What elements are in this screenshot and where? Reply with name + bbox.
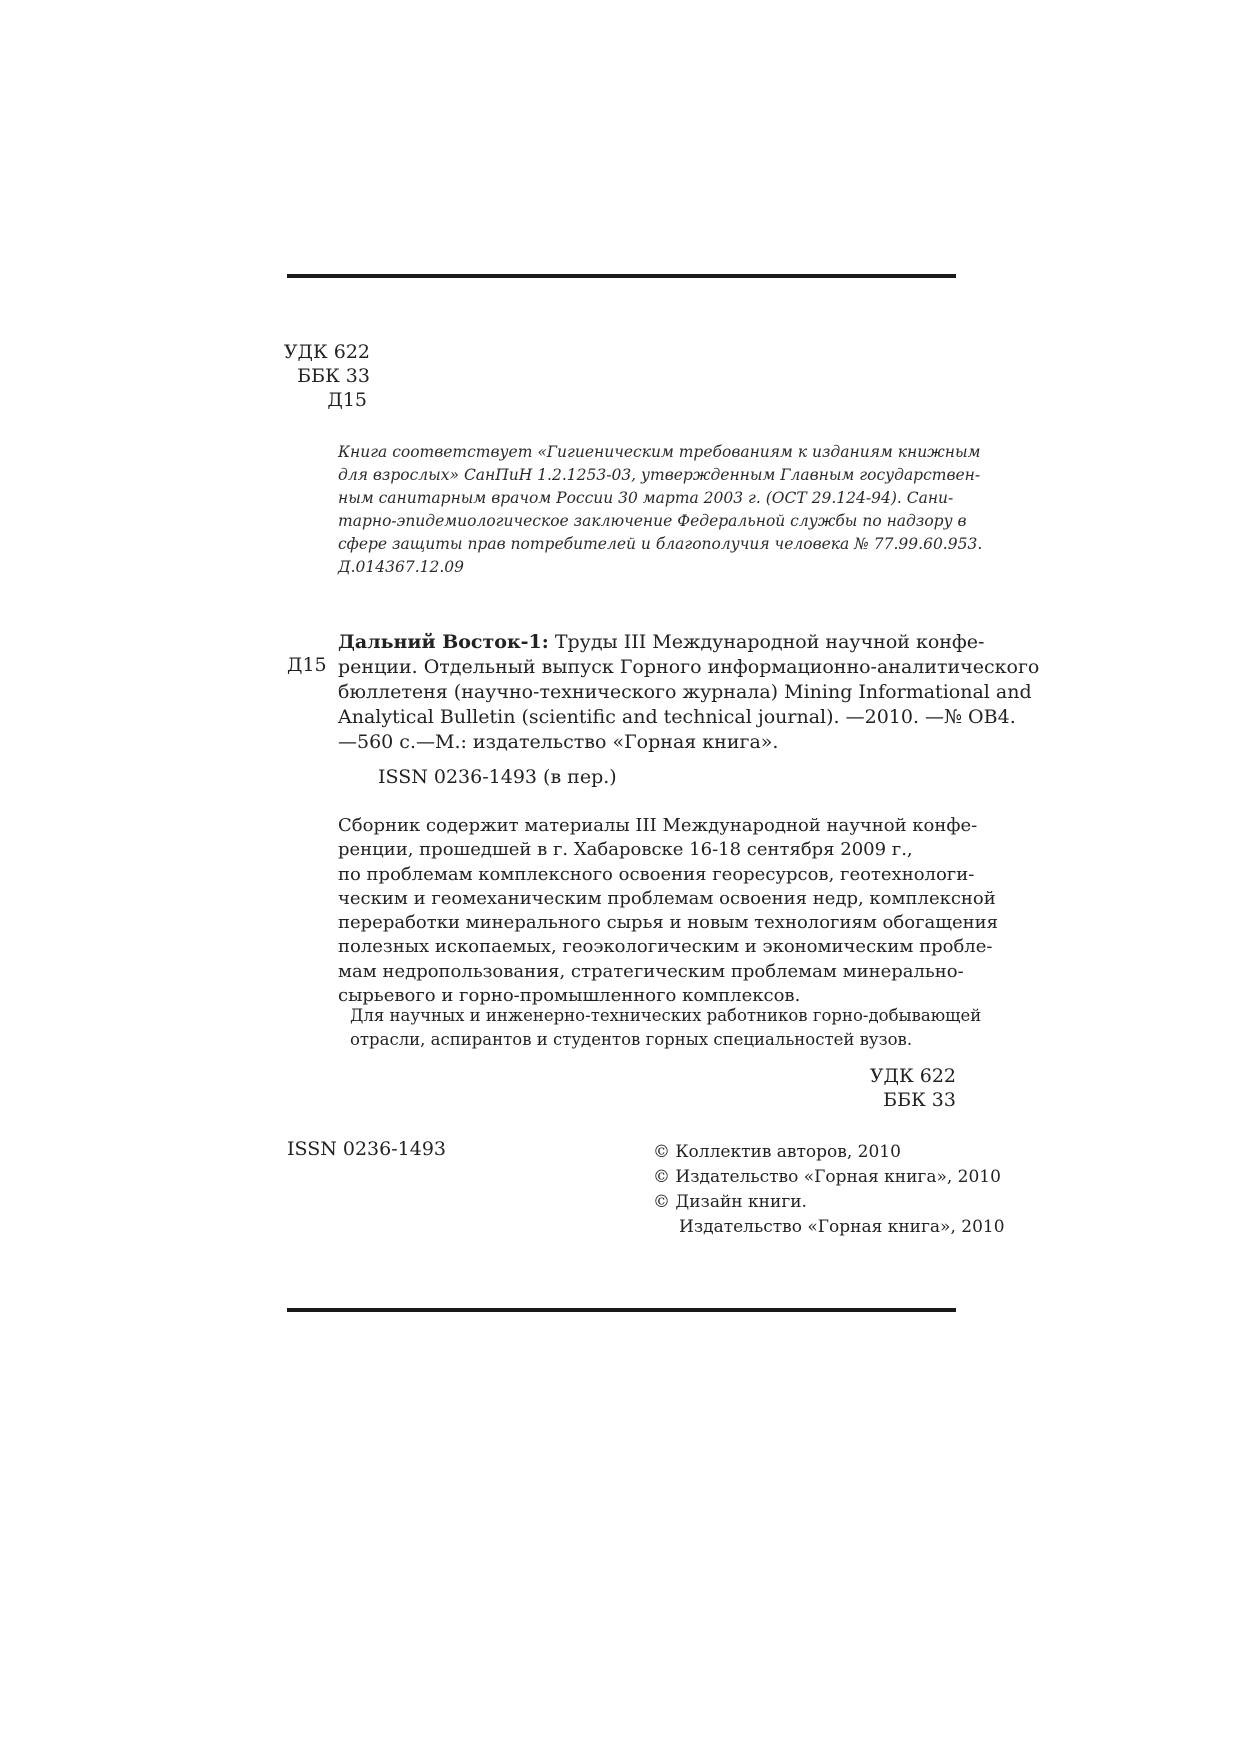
abstract-line: мам недропользования, стратегическим проблемам минерально- [338,960,964,982]
issn-footer: ISSN 0236-1493 [287,1138,446,1160]
top-rule [287,274,956,278]
copyright-line: © Коллектив авторов, 2010 [653,1142,901,1162]
abstract-line: переработки минерального сырья и новым технологиям обогащения [338,912,998,934]
abstract-line: Сборник содержит материалы III Международной научной конфе- [338,815,978,836]
biblio-line: —560 с.—М.: издательство «Горная книга». [338,731,779,753]
abstract [338,814,998,1008]
biblio-line: бюллетеня (научно-технического журнала) Mining Informational and [338,681,1032,703]
notice-line: Книга соответствует «Гигиеническим требованиям к изданиям книжным [338,443,981,461]
copyright-line: © Дизайн книги. [653,1192,807,1212]
biblio-line: Analytical Bulletin (scientific and technical journal). —2010. —№ ОВ4. [338,706,1016,728]
classification-codes [280,340,370,412]
copyright-line: © Издательство «Горная книга», 2010 [653,1167,1001,1187]
book-title: Дальний Восток-1: [338,631,549,653]
biblio-line: ренции. Отдельный выпуск Горного информационно-аналитического [338,656,1040,678]
abstract-line: ческим и геомеханическим проблемам освоения недр, комплексной [338,887,996,909]
abstract-line: ренции, прошедшей в г. Хабаровске 16-18 сентября 2009 г., [338,839,913,861]
notice-line: для взрослых» СанПиН 1.2.1253-03, утвержденным Главным государствен- [338,466,981,484]
title-continuation: Труды III Международной научной конфе- [548,631,985,653]
audience-line: Для научных и инженерно-технических работников горно-добывающей [350,1006,982,1025]
hygiene-notice [338,441,983,579]
footer-classification-codes [860,1064,956,1112]
target-audience [350,1004,982,1052]
footer-udk-code: УДК 622 [869,1065,956,1087]
bbk-code: ББК 33 [297,365,370,387]
bottom-rule [287,1308,956,1312]
abstract-line: сырьевого и горно-промышленного комплексов. [338,985,801,1007]
notice-line: сфере защиты прав потребителей и благополучия человека № 77.99.60.953. [338,535,983,553]
udk-code: УДК 622 [283,341,370,363]
biblio-author-mark: Д15 [287,654,327,676]
bibliographic-entry [338,630,1040,755]
author-mark: Д15 [327,389,367,411]
notice-line: ным санитарным врачом России 30 марта 2003 г. (ОСТ 29.124-94). Сани- [338,489,954,507]
notice-line: тарно-эпидемиологическое заключение Федеральной службы по надзору в [338,512,967,530]
copyright-continuation: Издательство «Горная книга», 2010 [679,1217,1005,1237]
biblio-line [338,630,985,655]
footer-bbk-code: ББК 33 [883,1089,956,1111]
audience-line: отрасли, аспирантов и студентов горных специальностей вузов. [350,1030,913,1049]
abstract-line: полезных ископаемых, геоэкологическим и экономическим пробле- [338,936,993,958]
issn-binding: ISSN 0236-1493 (в пер.) [378,766,617,788]
copyright-block [653,1140,1005,1240]
abstract-line: по проблемам комплексного освоения георесурсов, геотехнологи- [338,863,975,885]
notice-line: Д.014367.12.09 [338,558,464,576]
